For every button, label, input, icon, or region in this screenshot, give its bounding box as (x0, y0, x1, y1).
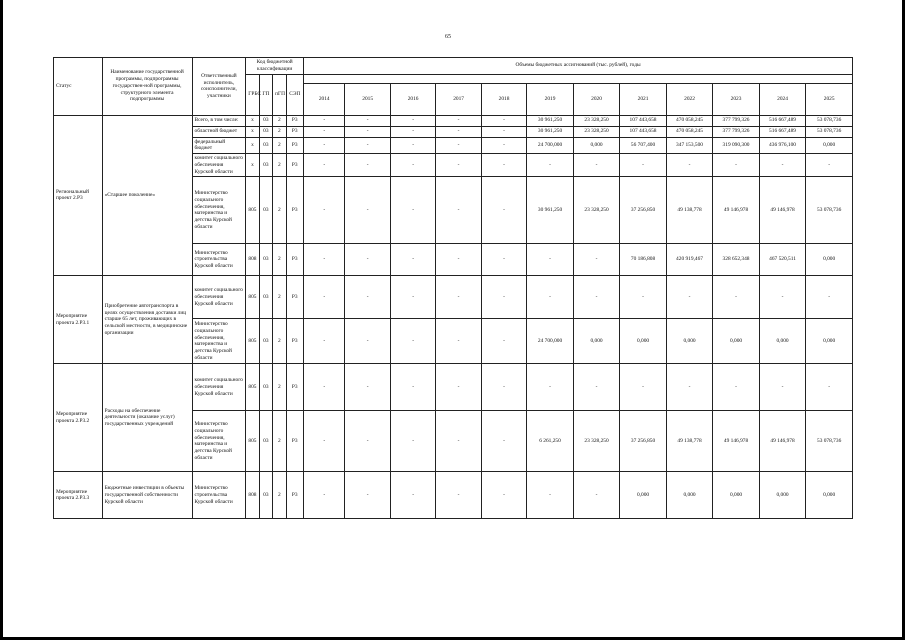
value-cell: - (527, 154, 574, 177)
value-cell: 107 443,658 (620, 126, 667, 137)
value-cell: 23 328,250 (573, 411, 620, 472)
header-year: 2016 (390, 83, 435, 115)
code-cell: 805 (246, 177, 259, 244)
value-cell: - (573, 276, 620, 319)
value-cell: - (806, 364, 853, 411)
header-budget-code: Код бюджетной классификации (246, 58, 304, 75)
value-cell: 0,000 (806, 472, 853, 519)
code-cell: Р3 (286, 137, 304, 154)
name-cell: Бюджетные инвестиции в объекты государственной собственности Курской области (102, 472, 192, 519)
value-cell: 23 328,250 (573, 126, 620, 137)
value-cell: 49 146,978 (759, 177, 806, 244)
header-year: 2020 (573, 83, 620, 115)
value-cell: 24 700,000 (527, 319, 574, 364)
value-cell: 53 078,736 (806, 411, 853, 472)
value-cell: - (436, 126, 481, 137)
value-cell: - (573, 364, 620, 411)
value-cell: 0,000 (759, 319, 806, 364)
value-cell: - (481, 115, 526, 126)
value-cell: - (481, 137, 526, 154)
header-year: 2019 (527, 83, 574, 115)
value-cell: - (481, 276, 526, 319)
executor-cell: Министерство социального обеспечения, материнства и детства Курской области (192, 411, 246, 472)
value-cell: - (345, 154, 390, 177)
executor-cell: комитет социального обеспечения Курской области (192, 276, 246, 319)
code-cell: 03 (259, 137, 272, 154)
value-cell: - (759, 276, 806, 319)
value-cell: 53 078,736 (806, 115, 853, 126)
header-year: 2024 (759, 83, 806, 115)
header-volumes: Объемы бюджетных ассигнований (тыс. рублей), годы (304, 58, 853, 75)
code-cell: 2 (273, 472, 286, 519)
value-cell: 0,000 (759, 472, 806, 519)
code-cell: 805 (246, 276, 259, 319)
value-cell: - (436, 115, 481, 126)
code-cell: 03 (259, 319, 272, 364)
code-cell: 2 (273, 154, 286, 177)
code-cell: 03 (259, 276, 272, 319)
code-cell: х (246, 126, 259, 137)
code-cell: 03 (259, 244, 272, 276)
value-cell: 436 976,100 (759, 137, 806, 154)
value-cell: 328 652,348 (713, 244, 760, 276)
code-cell: х (246, 154, 259, 177)
value-cell: 467 520,511 (759, 244, 806, 276)
code-cell: Р3 (286, 364, 304, 411)
value-cell: - (481, 364, 526, 411)
value-cell: 37 256,850 (620, 177, 667, 244)
value-cell: - (666, 154, 713, 177)
value-cell: - (527, 472, 574, 519)
value-cell: - (481, 319, 526, 364)
value-cell: - (390, 154, 435, 177)
value-cell: 470 058,245 (666, 115, 713, 126)
code-cell: Р3 (286, 411, 304, 472)
code-cell: 805 (246, 364, 259, 411)
value-cell: - (573, 154, 620, 177)
value-cell: 0,000 (620, 472, 667, 519)
header-executor: Ответственный исполнитель, соисполнители, участники (192, 58, 246, 116)
value-cell: 377 799,326 (713, 115, 760, 126)
header-name: Наименование государственной программы, подпрограммы государствен-ной программы, структурного элемента подпрограммы (102, 58, 192, 116)
value-cell: - (304, 364, 345, 411)
value-cell: - (345, 126, 390, 137)
code-cell: 2 (273, 244, 286, 276)
table-row (54, 364, 853, 411)
value-cell: 30 961,250 (527, 126, 574, 137)
executor-cell: областной бюджет (192, 126, 246, 137)
code-cell: 2 (273, 319, 286, 364)
value-cell: 23 328,250 (573, 177, 620, 244)
value-cell: 49 146,978 (759, 411, 806, 472)
value-cell: - (304, 126, 345, 137)
value-cell: - (390, 364, 435, 411)
table-row (54, 115, 853, 126)
value-cell: - (390, 276, 435, 319)
value-cell: - (436, 154, 481, 177)
value-cell: - (436, 244, 481, 276)
value-cell: 53 078,736 (806, 126, 853, 137)
name-cell: Расходы на обеспечение деятельности (оказание услуг) государственных учреждений (102, 364, 192, 472)
value-cell: 53 078,736 (806, 177, 853, 244)
value-cell: - (304, 154, 345, 177)
value-cell: 30 961,250 (527, 177, 574, 244)
value-cell: 24 700,000 (527, 137, 574, 154)
value-cell: - (304, 319, 345, 364)
header-code-sep: СЭП (286, 74, 304, 115)
value-cell: - (304, 137, 345, 154)
header-year: 2017 (436, 83, 481, 115)
code-cell: 03 (259, 411, 272, 472)
code-cell: Р3 (286, 154, 304, 177)
scan-edge-left (0, 0, 3, 640)
value-cell: 0,000 (666, 472, 713, 519)
header-year: 2018 (481, 83, 526, 115)
header-code-pgp: пГП (273, 74, 286, 115)
code-cell: 03 (259, 177, 272, 244)
value-cell: - (345, 244, 390, 276)
code-cell: 03 (259, 364, 272, 411)
value-cell: - (713, 364, 760, 411)
code-cell: 2 (273, 137, 286, 154)
value-cell: 56 707,400 (620, 137, 667, 154)
header-year: 2023 (713, 83, 760, 115)
value-cell: - (345, 177, 390, 244)
value-cell: 0,000 (666, 319, 713, 364)
code-cell: Р3 (286, 472, 304, 519)
value-cell: - (436, 319, 481, 364)
executor-cell: Министерство строительства Курской области (192, 472, 246, 519)
code-cell: Р3 (286, 244, 304, 276)
value-cell: - (304, 411, 345, 472)
value-cell: - (436, 177, 481, 244)
budget-table-body (54, 115, 853, 519)
value-cell: 49 146,978 (713, 177, 760, 244)
executor-cell: Министерство социального обеспечения, материнства и детства Курской области (192, 177, 246, 244)
value-cell: - (304, 244, 345, 276)
header-year: 2021 (620, 83, 667, 115)
value-cell: - (481, 244, 526, 276)
value-cell: 0,000 (713, 472, 760, 519)
header-year: 2022 (666, 83, 713, 115)
value-cell: - (304, 177, 345, 244)
value-cell: - (481, 411, 526, 472)
code-cell: Р3 (286, 319, 304, 364)
code-cell: 2 (273, 364, 286, 411)
value-cell: - (390, 319, 435, 364)
value-cell: - (345, 411, 390, 472)
value-cell: 49 138,778 (666, 177, 713, 244)
header-year: 2025 (806, 83, 853, 115)
value-cell: 0,000 (806, 319, 853, 364)
value-cell: - (759, 364, 806, 411)
value-cell: 0,000 (806, 137, 853, 154)
value-cell: - (481, 126, 526, 137)
code-cell: 03 (259, 115, 272, 126)
value-cell: - (390, 115, 435, 126)
code-cell: 2 (273, 126, 286, 137)
table-row (54, 276, 853, 319)
value-cell: 49 146,978 (713, 411, 760, 472)
value-cell: - (436, 411, 481, 472)
value-cell: - (345, 319, 390, 364)
code-cell: х (246, 115, 259, 126)
value-cell: - (713, 154, 760, 177)
status-cell: Мероприятие проекта 2.Р3.1 (54, 276, 103, 364)
value-cell: - (481, 177, 526, 244)
value-cell: 0,000 (573, 137, 620, 154)
value-cell: 319 090,300 (713, 137, 760, 154)
executor-cell: комитет социального обеспечения Курской области (192, 154, 246, 177)
value-cell: - (620, 276, 667, 319)
header-year: 2015 (345, 83, 390, 115)
value-cell: - (666, 276, 713, 319)
header-code-gp: ГП (259, 74, 272, 115)
value-cell: 6 261,250 (527, 411, 574, 472)
header-status: Статус (54, 58, 103, 116)
value-cell: - (304, 276, 345, 319)
value-cell: 70 186,808 (620, 244, 667, 276)
value-cell: - (304, 115, 345, 126)
value-cell: 0,000 (573, 319, 620, 364)
value-cell: - (713, 276, 760, 319)
executor-cell: комитет социального обеспечения Курской области (192, 364, 246, 411)
code-cell: 03 (259, 472, 272, 519)
value-cell: 37 256,850 (620, 411, 667, 472)
table-row (54, 472, 853, 519)
executor-cell: Всего, в том числе: (192, 115, 246, 126)
value-cell: - (436, 472, 481, 519)
value-cell: - (666, 364, 713, 411)
code-cell: 808 (246, 244, 259, 276)
value-cell: 516 667,489 (759, 115, 806, 126)
value-cell: 49 138,778 (666, 411, 713, 472)
header-code-grbs: ГРБС (246, 74, 259, 115)
page-number: 65 (445, 34, 451, 40)
value-cell: 420 919,467 (666, 244, 713, 276)
value-cell: 30 961,250 (527, 115, 574, 126)
budget-table (53, 57, 853, 519)
code-cell: 2 (273, 276, 286, 319)
code-cell: Р3 (286, 115, 304, 126)
value-cell: - (304, 472, 345, 519)
value-cell: 347 153,500 (666, 137, 713, 154)
status-cell: Мероприятие проекта 2.Р3.2 (54, 364, 103, 472)
code-cell: 2 (273, 115, 286, 126)
value-cell: - (806, 154, 853, 177)
value-cell: - (345, 472, 390, 519)
code-cell: 805 (246, 319, 259, 364)
value-cell: - (527, 244, 574, 276)
code-cell: Р3 (286, 126, 304, 137)
value-cell: - (759, 154, 806, 177)
value-cell: - (390, 177, 435, 244)
value-cell: - (527, 364, 574, 411)
value-cell: - (345, 364, 390, 411)
value-cell: 0,000 (806, 244, 853, 276)
value-cell: - (345, 115, 390, 126)
value-cell: 23 328,250 (573, 115, 620, 126)
status-cell: Мероприятие проекта 2.Р3.3 (54, 472, 103, 519)
status-cell: Региональный проект 2.Р3 (54, 115, 103, 276)
code-cell: Р3 (286, 177, 304, 244)
executor-cell: федеральный бюджет (192, 137, 246, 154)
value-cell: - (390, 411, 435, 472)
header-year: 2014 (304, 83, 345, 115)
code-cell: Р3 (286, 276, 304, 319)
value-cell: - (806, 276, 853, 319)
code-cell: 808 (246, 472, 259, 519)
executor-cell: Министерство строительства Курской области (192, 244, 246, 276)
executor-cell: Министерство социального обеспечения, материнства и детства Курской области (192, 319, 246, 364)
code-cell: 805 (246, 411, 259, 472)
value-cell: 0,000 (713, 319, 760, 364)
value-cell: - (527, 276, 574, 319)
value-cell: 516 667,489 (759, 126, 806, 137)
value-cell: - (481, 154, 526, 177)
code-cell: х (246, 137, 259, 154)
header-volumes-gap (304, 74, 853, 83)
value-cell: - (345, 276, 390, 319)
value-cell: - (390, 126, 435, 137)
value-cell: - (390, 244, 435, 276)
value-cell: - (390, 137, 435, 154)
code-cell: 03 (259, 154, 272, 177)
name-cell: «Старшее поколение» (102, 115, 192, 276)
value-cell: 0,000 (620, 319, 667, 364)
code-cell: 03 (259, 126, 272, 137)
value-cell: - (573, 472, 620, 519)
value-cell: - (620, 364, 667, 411)
value-cell: - (573, 244, 620, 276)
code-cell: 2 (273, 411, 286, 472)
value-cell: - (436, 137, 481, 154)
value-cell: - (436, 276, 481, 319)
name-cell: Приобретение автотранспорта в целях осуществления доставки лиц старше 65 лет, проживающих в сельской местности, в медицинские организации (102, 276, 192, 364)
value-cell: 377 799,326 (713, 126, 760, 137)
value-cell: - (481, 472, 526, 519)
value-cell: - (345, 137, 390, 154)
value-cell: - (620, 154, 667, 177)
value-cell: 470 058,245 (666, 126, 713, 137)
value-cell: 107 443,658 (620, 115, 667, 126)
value-cell: - (390, 472, 435, 519)
code-cell: 2 (273, 177, 286, 244)
value-cell: - (436, 364, 481, 411)
